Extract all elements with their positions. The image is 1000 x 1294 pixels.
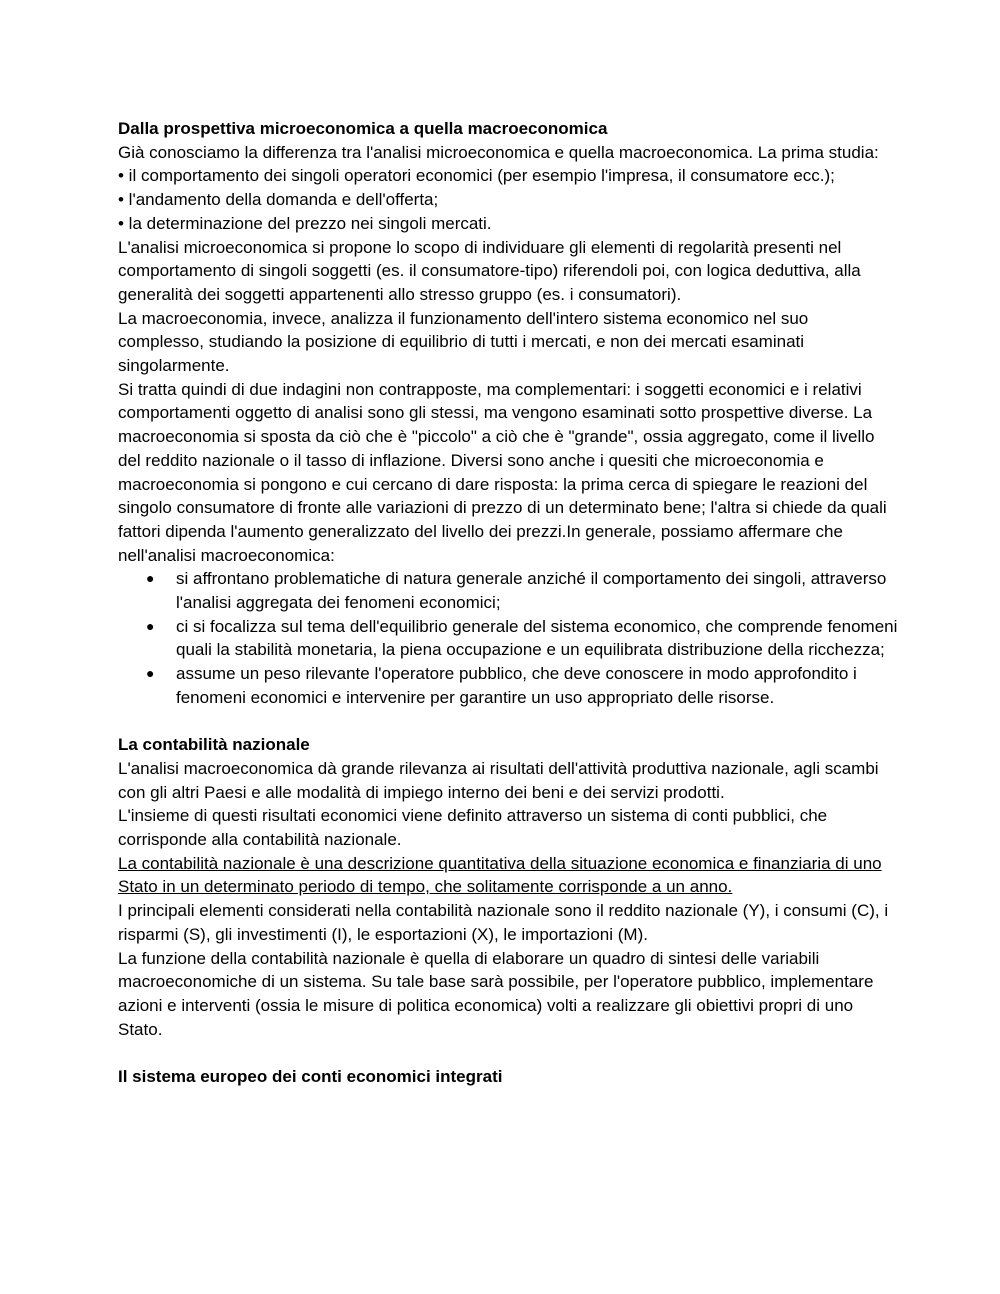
- list-item: [118, 567, 898, 614]
- paragraph-microeconomic-analysis: L'analisi microeconomica si propone lo scopo di individuare gli elementi di regolarità presenti nel comportamento di singoli soggetti (es. il consumatore-tipo) riferendoli poi, con logica deduttiva, alla generalità dei soggetti appartenenti allo stresso gruppo (es. i consumatori).: [118, 237, 861, 304]
- bullet-icon: ●: [146, 617, 155, 634]
- studia-item: • l'andamento della domanda e dell'offerta;: [118, 190, 439, 210]
- document-page: [118, 117, 898, 1089]
- paragraph-macroeconomics: La macroeconomia, invece, analizza il funzionamento dell'intero sistema economico nel suo complesso, studiando la posizione di equilibrio di tutti i mercati, e non dei mercati esaminati singolarmente.: [118, 308, 809, 376]
- list-item-text: assume un peso rilevante l'operatore pubblico, che deve conoscere in modo approfondito i fenomeni economici e intervenire per garantire un uso appropriato delle risorse.: [176, 664, 857, 707]
- list-item-text: si affrontano problematiche di natura generale anziché il comportamento dei singoli, attraverso l'analisi aggregata dei fenomeni economici;: [176, 569, 887, 613]
- section-heading-micro-macro: Dalla prospettiva microeconomica a quella macroeconomica: [118, 119, 608, 138]
- section-heading-national-accounting: La contabilità nazionale: [118, 735, 310, 755]
- paragraph-complementary: Si tratta quindi di due indagini non contrapposte, ma complementari: i soggetti economici e i relativi comportamenti oggetto di analisi sono gli stessi, ma vengono esaminati sotto prospettive diverse. La macroeconomia si sposta da ciò che è "piccolo" a ciò che è "grande", ossia aggregato, come il livello del reddito nazionale o il tasso di inflazione. Diversi sono anche i quesiti che microeconomia e macroeconomia si pongono e cui cercano di dare risposta: la prima cerca di spiegare le reazioni del singolo consumatore di fronte alle variazioni di prezzo di un determinato bene; l'altra si chiede da quali fattori dipenda l'aumento generalizzato del livello dei prezzi.In generale, possiamo affermare che nell'analisi macroeconomica:: [118, 379, 887, 565]
- macro-bullet-list: [118, 567, 898, 709]
- studia-item: • la determinazione del prezzo nei singoli mercati.: [118, 213, 492, 233]
- spacer: [118, 1041, 898, 1065]
- definition-national-accounting: La contabilità nazionale è una descrizione quantitativa della situazione economica e finanziaria di uno Stato in un determinato periodo di tempo, che solitamente corrisponde a un anno.: [118, 853, 882, 897]
- section-heading-european-system: Il sistema europeo dei conti economici integrati: [118, 1067, 503, 1087]
- list-item: [118, 615, 898, 662]
- spacer: [118, 710, 898, 734]
- studia-item: • il comportamento dei singoli operatori economici (per esempio l'impresa, il consumatore ecc.);: [118, 166, 835, 186]
- list-item: [118, 662, 898, 709]
- paragraph-productive-activity: L'analisi macroeconomica dà grande rilevanza ai risultati dell'attività produttiva nazionale, agli scambi con gli altri Paesi e alle modalità di impiego interno dei beni e dei servizi prodotti.: [118, 758, 879, 802]
- bullet-icon: ●: [146, 665, 155, 682]
- paragraph-public-accounts: L'insieme di questi risultati economici viene definito attraverso un sistema di conti pubblici, che corrisponde alla contabilità nazionale.: [118, 806, 828, 850]
- paragraph-intro: Già conosciamo la differenza tra l'analisi microeconomica e quella macroeconomica. La prima studia:: [118, 142, 879, 162]
- list-item-text: ci si focalizza sul tema dell'equilibrio generale del sistema economico, che comprende fenomeni quali la stabilità monetaria, la piena occupazione e un equilibrata distribuzione della ricchezza;: [176, 616, 898, 660]
- bullet-icon: ●: [146, 570, 155, 587]
- paragraph-main-elements: I principali elementi considerati nella contabilità nazionale sono il reddito nazionale (Y), i consumi (C), i risparmi (S), gli investimenti (I), le esportazioni (X), le importazioni (M).: [118, 901, 889, 944]
- paragraph-function: La funzione della contabilità nazionale è quella di elaborare un quadro di sintesi delle variabili macroeconomiche di un sistema. Su tale base sarà possibile, per l'operatore pubblico, implementare azioni e interventi (ossia le misure di politica economica) volti a realizzare gli obiettivi propri di uno Stato.: [118, 948, 874, 1039]
